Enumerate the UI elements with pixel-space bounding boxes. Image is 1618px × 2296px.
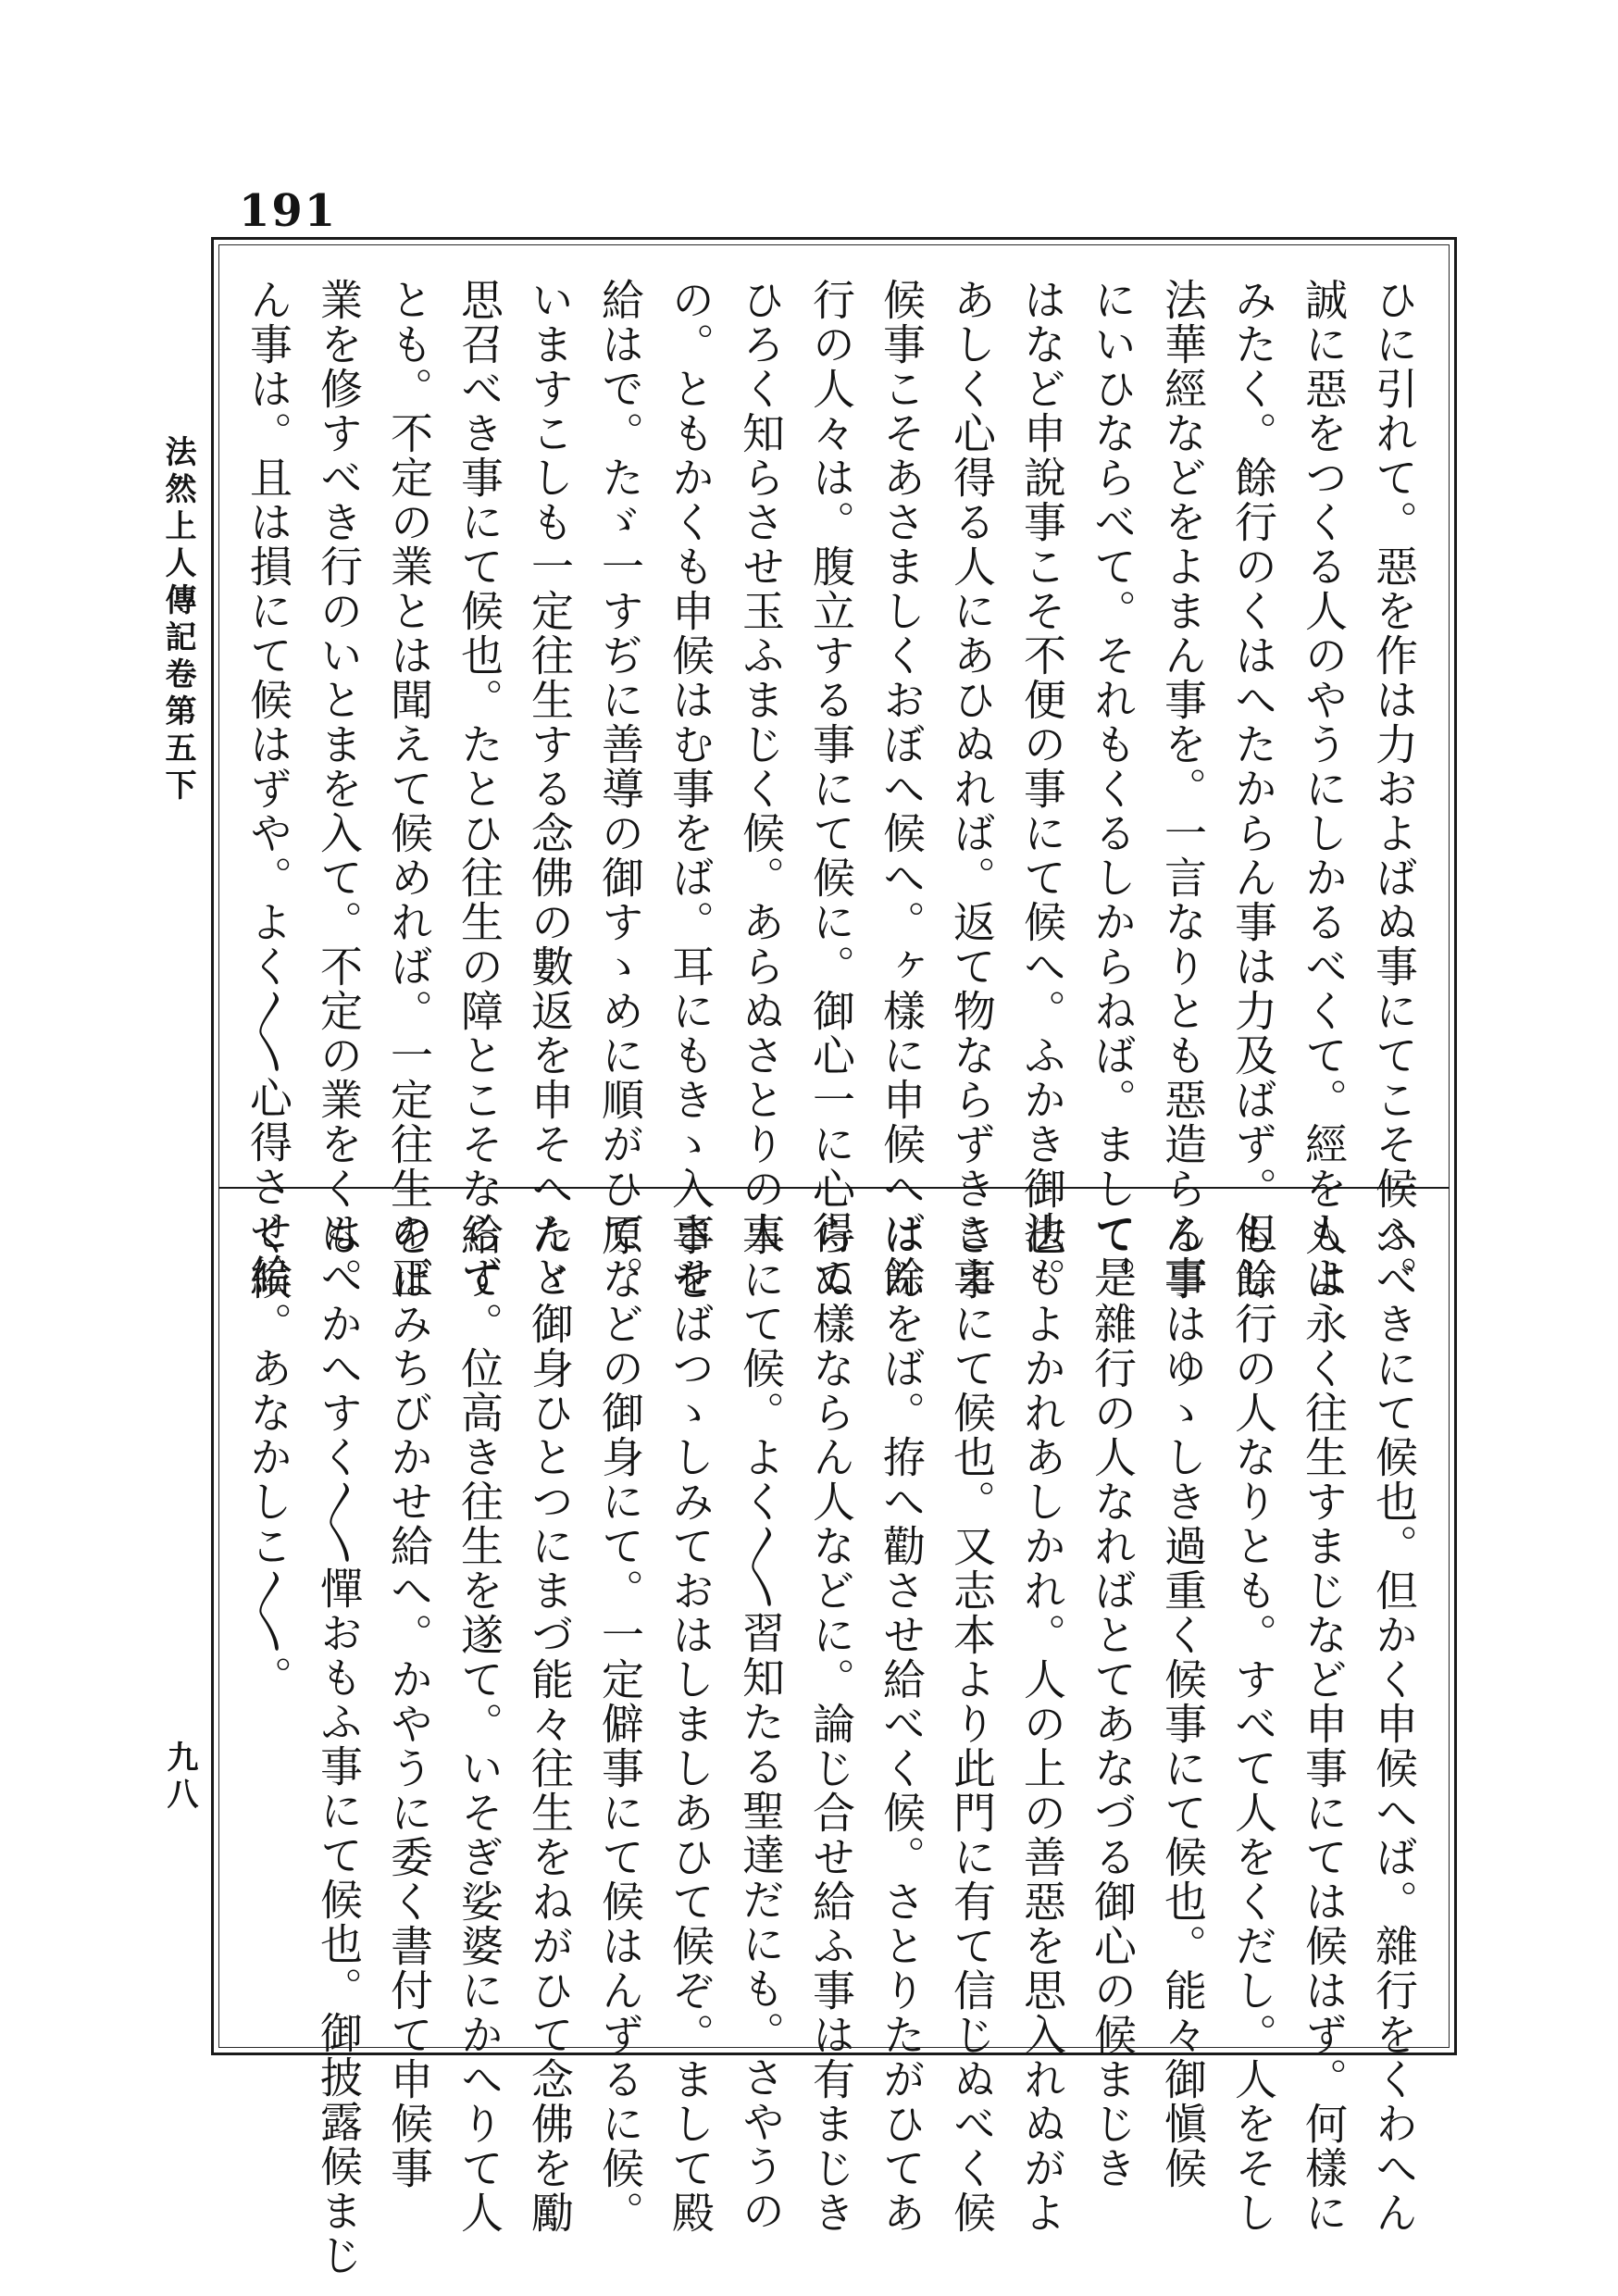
text-line: も餘行の人なりとも。すべて人をくだし。人をそし bbox=[1228, 1213, 1278, 2235]
text-line: る事はゆゝしき過重く候事にて候也。能々御愼候 bbox=[1158, 1213, 1208, 2190]
upper-text-block bbox=[243, 278, 1429, 1300]
text-line: の。ともかくも申候はむ事をば。耳にもきゝ入させ bbox=[666, 278, 716, 1300]
text-line: たゞ御身ひとつにまづ能々往生をねがひて念佛を勵 bbox=[525, 1213, 575, 2235]
text-line: 事にて候。よく〳〵習知たる聖達だにも。さやうの bbox=[736, 1213, 786, 2233]
text-line: 人は永く往生すまじなど申事にては候はず。何樣に bbox=[1299, 1213, 1349, 2235]
text-line: 候事こそあさましくおぼへ候へ。ヶ樣に申候へば餘 bbox=[877, 278, 927, 1300]
text-line: にいひならべて。それもくるしからねば。まして是 bbox=[1088, 278, 1138, 1300]
text-line: はんをば。拵へ勸させ給べく候。さとりたがひてあ bbox=[877, 1213, 927, 2235]
text-line: 誠に惡をつくる人のやうにしかるべくて。經をもよ bbox=[1299, 278, 1349, 1300]
text-line: あしく心得る人にあひぬれば。返て物ならずきこえ bbox=[947, 278, 997, 1300]
running-title: 法然上人傳記卷第五下 bbox=[159, 435, 196, 805]
text-line: ひに引れて。惡を作は力およばぬ事にてこそ候へ。 bbox=[1369, 278, 1419, 1300]
text-line: く候。あなかしこ〳〵。 bbox=[243, 1213, 293, 1700]
text-line: をばみちびかせ給へ。かやうに委く書付て申候事 bbox=[384, 1213, 434, 2190]
text-line: はなど申說事こそ不便の事にて候へ。ふかき御法も bbox=[1017, 278, 1067, 1300]
page-number: 191 bbox=[239, 185, 338, 237]
text-line: も。かへすく〳〵憚おもふ事にて候也。御披露候まじ bbox=[314, 1213, 364, 2277]
text-line: みたく。餘行のくはへたからん事は力及ばず。但し bbox=[1228, 278, 1278, 1300]
text-line: 原などの御身にて。一定僻事にて候はんずるに候。 bbox=[595, 1213, 645, 2235]
text-line: とも。不定の業とは聞えて候めれば。一定往生の正 bbox=[384, 278, 434, 1300]
lower-text-block bbox=[243, 1213, 1429, 2277]
text-line: 行の人々は。腹立する事にて候に。御心一に心得て bbox=[806, 278, 856, 1300]
text-line: らぬ樣ならん人などに。論じ合せ給ふ事は有まじき bbox=[806, 1213, 856, 2235]
text-line: ふべきにて候也。但かく申候へば。雜行をくわへん bbox=[1369, 1213, 1419, 2235]
text-line: 事をばつゝしみておはしましあひて候ぞ。まして殿 bbox=[666, 1213, 716, 2235]
text-line: いますこしも一定往生する念佛の數返を申そへんと bbox=[525, 278, 575, 1300]
text-line: 法華經などをよまん事を。一言なりとも惡造らん事 bbox=[1158, 278, 1208, 1300]
text-line: 也。よかれあしかれ。人の上の善惡を思入れぬがよ bbox=[1017, 1213, 1067, 2235]
text-line: て。雜行の人なればとてあなづる御心の候まじき bbox=[1088, 1213, 1138, 2190]
text-line: き事にて候也。又志本より此門に有て信じぬべく候 bbox=[947, 1213, 997, 2235]
text-line: 業を修すべき行のいとまを入て。不定の業をくはへ bbox=[314, 278, 364, 1300]
text-line: ん事は。且は損にて候はずや。よく〳〵心得させ給 bbox=[243, 278, 293, 1298]
text-line: 給て。位高き往生を遂て。いそぎ娑婆にかへりて人 bbox=[454, 1213, 504, 2235]
folio-number: 九八 bbox=[161, 1741, 198, 1815]
text-line: ひろく知らさせ玉ふまじく候。あらぬさとりの人 bbox=[736, 278, 786, 1255]
text-line: 思召べき事にて候也。たとひ往生の障とこそならず bbox=[454, 278, 504, 1300]
text-line: 給はで。たゞ一すぢに善導の御すゝめに順がひて。 bbox=[595, 278, 645, 1300]
